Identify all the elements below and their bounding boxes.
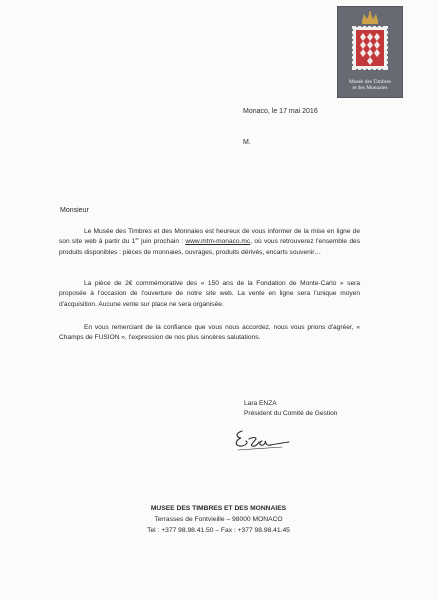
footer-contact: Tel : +377 98.98.41.50 – Fax : +377 98.98.41.45 — [147, 527, 290, 534]
logo-line-1: Musée des Timbres — [349, 79, 391, 85]
stamp-icon — [351, 25, 389, 71]
footer-address: Terrasses de Fontvieille – 98000 MONACO — [154, 516, 283, 523]
footer-organization: MUSEE DES TIMBRES ET DES MONNAIES — [150, 505, 287, 512]
paragraph-announcement — [59, 227, 360, 258]
paragraph-closing: En vous remerciant de la confiance que vous nous accordez, nous vous prions d'agréer, « Champs de FUSION », l'expression de nos plus sincères salutations. — [59, 324, 360, 342]
crown-icon — [362, 11, 378, 24]
ordinal-suffix: er — [135, 236, 139, 242]
museum-logo — [337, 6, 403, 98]
logo-line-2: et des Monnaies — [352, 85, 388, 92]
website-link[interactable]: www.mtm-monaco.mc — [185, 238, 251, 246]
paragraph-1-text-2: juin prochain : — [138, 238, 186, 246]
letter-date: Monaco, le 17 mai 2016 — [243, 108, 318, 115]
salutation: Monsieur — [60, 207, 89, 214]
signer-name: Lara ENZA — [244, 400, 277, 407]
paragraph-1-text: Le Musée des Timbres et des Monnaies est heureux de vous informer de la mise en ligne de son site web à partir du 1 — [59, 228, 360, 246]
recipient: M. — [243, 139, 251, 146]
stamp-crest-icon — [348, 11, 392, 77]
logo-text — [338, 79, 402, 92]
handwritten-signature — [232, 425, 294, 455]
signer-title: Président du Comité de Gestion — [244, 410, 338, 417]
paragraph-coin: La pièce de 2€ commémorative des « 150 ans de la Fondation de Monte-Carlo » sera proposée à l'occasion de l'ouverture de notre site web. La vente en ligne sera l'unique moyen d'acquisition. Aucune vente sur place ne sera organisée. — [59, 280, 360, 308]
paragraph-1-text-3: , où vous retrouverez l'ensemble des produits disponibles : pièces de monnaies, ouvrages, produits dérivés, encarts souvenir… — [59, 238, 360, 256]
